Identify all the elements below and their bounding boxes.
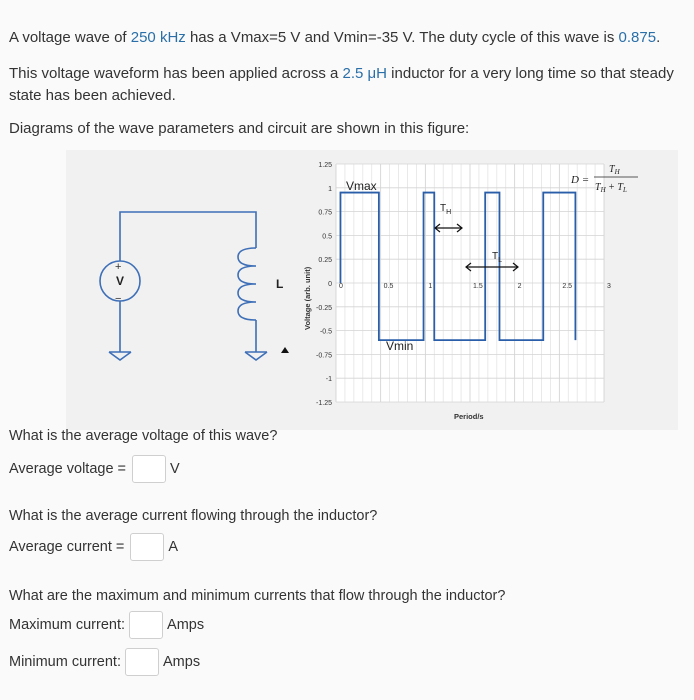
source-minus: − <box>115 293 122 305</box>
inductor-label: L <box>276 277 284 291</box>
average-current-unit: A <box>168 539 179 555</box>
y-tick-label: -0.5 <box>319 328 332 336</box>
text: This voltage waveform has been applied across a <box>9 65 343 82</box>
average-voltage-unit: V <box>170 461 180 477</box>
problem-line-3: state has been achieved. <box>9 87 176 104</box>
text: has a Vmax=5 V and Vmin=-35 V. The duty cycle of this wave is <box>185 29 619 46</box>
y-tick-label: -0.25 <box>316 304 332 312</box>
vmax-label: Vmax <box>346 179 377 193</box>
x-tick-label: 0 <box>339 283 343 290</box>
max-current-label: Maximum current: <box>9 617 126 633</box>
average-voltage-label: Average voltage = <box>9 461 127 477</box>
cursor-arrow-icon <box>281 347 289 353</box>
waveform-plot <box>316 162 611 407</box>
max-current-input[interactable] <box>129 611 163 639</box>
y-tick-label: -1 <box>325 376 332 384</box>
text: inductor for a very long time so that steady <box>387 65 674 82</box>
x-tick-label: 3 <box>607 283 611 290</box>
x-tick-label: 1 <box>428 283 433 290</box>
y-axis-label: Voltage (arb. unit) <box>303 266 312 330</box>
y-tick-label: -1.25 <box>316 400 332 407</box>
th-label: $T_H$ <box>440 203 452 216</box>
x-axis-label: Period/s <box>454 412 484 421</box>
figure-svg <box>66 150 678 430</box>
x-tick-label: 0.5 <box>383 283 394 290</box>
tl-label: $T_L$ <box>492 251 503 264</box>
average-voltage-row <box>9 455 180 483</box>
average-current-input[interactable] <box>130 533 164 561</box>
average-voltage-input[interactable] <box>132 455 166 483</box>
figure-intro: Diagrams of the wave parameters and circuit are shown in this figure: <box>9 120 470 137</box>
duty-cycle-value: 0.875 <box>618 29 657 46</box>
y-tick-label: 0.75 <box>318 209 332 217</box>
y-tick-label: -0.75 <box>316 352 332 360</box>
y-tick-label: 1 <box>328 185 332 193</box>
top-wire <box>120 212 256 248</box>
problem-line-1 <box>9 27 660 49</box>
formula-lhs: D = <box>571 174 590 186</box>
min-current-input[interactable] <box>125 648 159 676</box>
question-2: What is the average current flowing through the inductor? <box>9 508 378 524</box>
formula-denominator: $T_H + T_L$ <box>595 182 627 194</box>
min-current-label: Minimum current: <box>9 654 121 670</box>
formula-numerator: $T_H$ <box>609 164 620 176</box>
min-current-unit: Amps <box>163 654 201 670</box>
problem-line-2 <box>9 63 674 85</box>
source-label: V <box>116 274 125 288</box>
question-3: What are the maximum and minimum currents that flow through the inductor? <box>9 588 506 604</box>
source-plus: + <box>115 261 122 273</box>
frequency-value: 250 kHz <box>130 29 186 46</box>
figure <box>66 150 678 430</box>
y-tick-label: 0.5 <box>322 233 332 241</box>
text: A voltage wave of <box>9 29 131 46</box>
max-current-row <box>9 611 204 639</box>
inductance-value: 2.5 μH <box>342 65 388 82</box>
x-tick-label: 2.5 <box>562 283 573 290</box>
min-current-row <box>9 648 200 676</box>
x-tick-label: 2 <box>517 283 522 290</box>
average-current-row <box>9 533 178 561</box>
circuit-diagram <box>100 212 267 360</box>
max-current-unit: Amps <box>167 617 205 633</box>
y-tick-label: 0 <box>328 281 332 288</box>
average-current-label: Average current = <box>9 539 125 555</box>
ground-arrow-right <box>245 352 267 360</box>
vmin-label: Vmin <box>386 339 414 353</box>
question-1: What is the average voltage of this wave? <box>9 428 278 444</box>
y-tick-label: 1.25 <box>318 162 332 169</box>
y-tick-label: 0.25 <box>318 257 332 265</box>
inductor-coil <box>238 248 256 320</box>
text: . <box>656 29 661 46</box>
x-tick-label: 1.5 <box>473 283 483 290</box>
ground-arrow-left <box>109 352 131 360</box>
